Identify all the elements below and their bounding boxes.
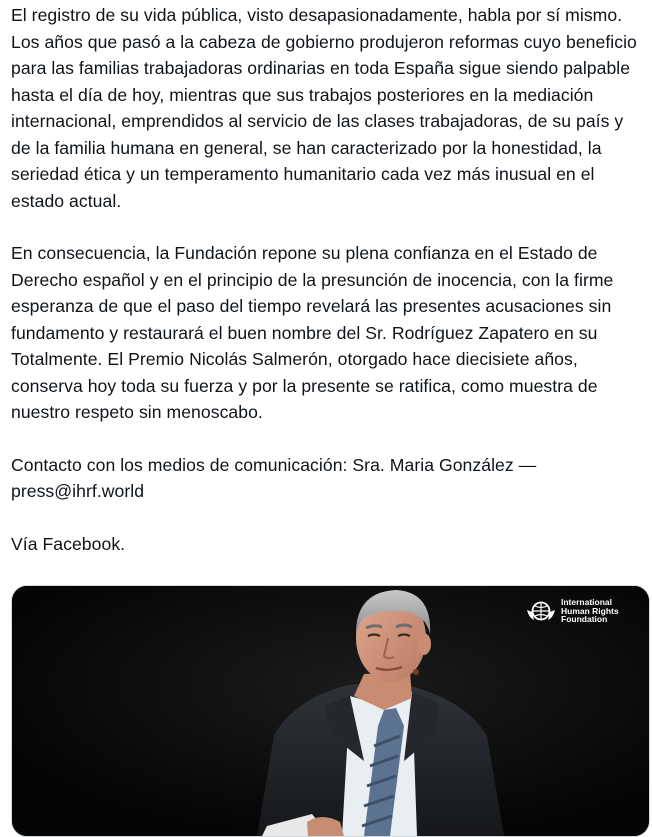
logo-line-3: Foundation xyxy=(561,614,608,625)
post-text xyxy=(11,0,647,583)
post-paragraph-1: El registro de su vida pública, visto desapasionadamente, habla por sí mismo. Los años que pasó a la cabeza de gobierno produjeron reformas cuyo beneficio para las familias trabajadoras ordinarias en toda España sigue siendo palpable hasta el día de hoy, mientras que sus trabajos posteriores en la mediación internacional, emprendidos al servicio de las clases trabajadoras, de su país y de la familia humana en general, se han caracterizado por la honestidad, la seriedad ética y un temperamento humanitario cada vez más inusual en el estado actual. xyxy=(11,5,637,211)
ihrf-logo xyxy=(526,598,627,624)
logo-line-2: Human Rights xyxy=(561,605,619,616)
globe-hands-icon xyxy=(526,598,556,624)
post-paragraph-contact: Contacto con los medios de comunicación: Sra. Maria González — press@ihrf.world xyxy=(11,454,537,501)
post-image[interactable] xyxy=(11,585,650,837)
post-paragraph-source: Vía Facebook. xyxy=(11,533,126,554)
post-paragraph-2: En consecuencia, la Fundación repone su plena confianza en el Estado de Derecho español y en el principio de la presunción de inocencia, con la firme esperanza de que el paso del tiempo revelará las presentes acusaciones sin fundamento y restaurará el buen nombre del Sr. Rodríguez Zapatero en su Totalmente. El Premio Nicolás Salmerón, otorgado hace diecisiete años, conserva hoy toda su fuerza y por la presente se ratifica, como muestra de nuestro respeto sin menoscabo. xyxy=(11,243,614,422)
logo-text xyxy=(561,598,627,624)
logo-line-1: International xyxy=(561,597,613,608)
